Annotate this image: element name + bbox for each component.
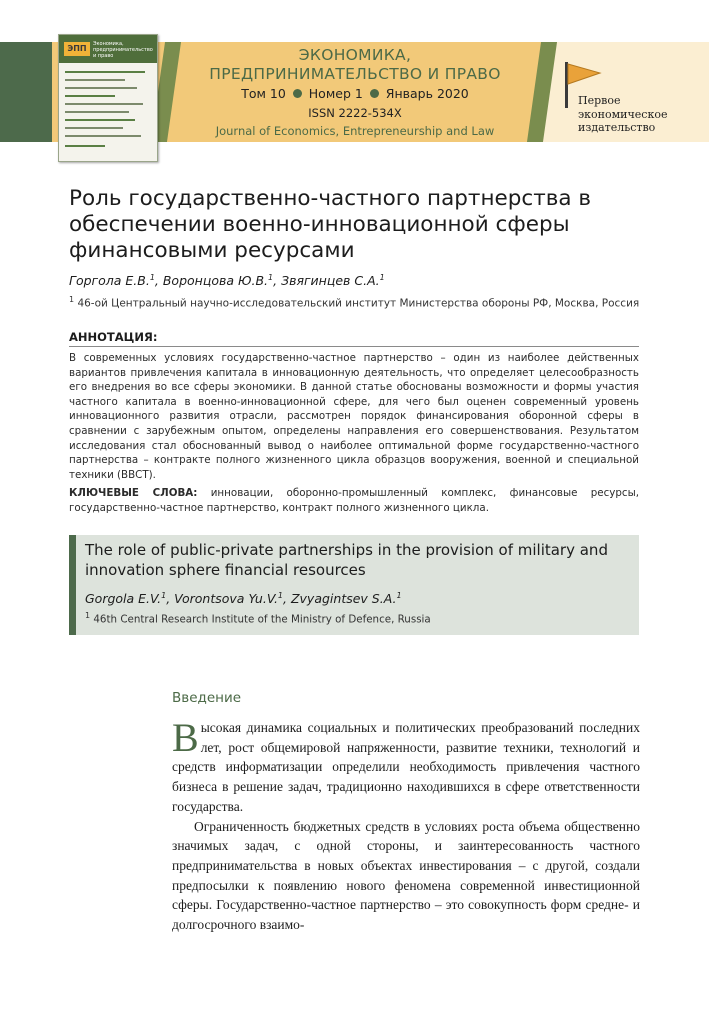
author-name: Горгола Е.В. [69,273,150,289]
author-sup: 1 [268,273,274,282]
separator-dot-icon [370,89,379,98]
affiliation-sup: 1 [85,611,91,620]
author-sup: 1 [277,591,284,600]
cover-text-line [65,119,135,121]
english-title: The role of public-private partnerships in the provision of military and innovation sphere financial resources [85,541,608,579]
affiliation-text: 46-ой Центральный научно-исследовательский институт Министерства обороны РФ, Москва, Россия [77,297,640,310]
annotation-label: АННОТАЦИЯ: [69,330,158,344]
body-text [172,715,640,935]
journal-title-en: Journal of Economics, Entrepreneurship and Law [215,124,495,138]
section-title: Введение [172,690,242,706]
cover-text-line [65,135,141,137]
author-sup: 1 [379,273,385,282]
affiliation-text: 46th Central Research Institute of the Ministry of Defence, Russia [93,613,431,626]
cover-text-line [65,145,105,147]
journal-number: Номер 1 [308,86,363,101]
author-sup: 1 [149,273,155,282]
cover-text-line [65,87,137,89]
journal-cover-thumbnail [58,34,158,162]
paragraph: Ограниченность бюджетных средств в условиях роста объема общественно значимых задач, с одной стороны, и заинтересованность частного предпринимательства в новых объектах инвестирования – с другой, создали предпосылки к появлению нового феномена современной инвестиционной сферы. Государственно-частное партнерство – это совокупность форм средне- и долгосрочного взаимо- [172,818,640,933]
article-authors: Горгола Е.В.$^1$, Воронцова Ю.В.$^1$, Звягинцев С.А.$^1$ [69,273,385,289]
cover-text-line [65,95,115,97]
keywords-text: инновации, оборонно-промышленный комплекс, финансовые ресурсы, государственно-частное партнерство, контракт полного жизненного цикла. [69,487,639,514]
author-name: Воронцова Ю.В. [162,273,269,289]
drop-cap: В [172,715,199,760]
author-name: Звягинцев С.А. [281,273,380,289]
publisher-line1: Первое [578,94,621,107]
author-name: Vorontsova Yu.V. [174,591,278,607]
cover-text-line [65,79,125,81]
header-left-block [0,42,52,142]
author-name: Zvyagintsev S.A. [290,591,397,607]
paragraph-text: ысокая динамика социальных и политических преобразований последних лет, рост общемировой напряженности, развитие техники, технологий и средств информатизации определили необходимость привлечения частного бизнеса в решение задач, традиционно находившихся в сфере ответственности государства. [172,720,640,814]
author-sup: 1 [396,591,402,600]
english-abstract-bar [69,535,76,635]
keywords [69,486,639,515]
journal-issn: ISSN 2222-534X [308,106,402,120]
article-affiliation [69,295,669,310]
cover-text-line [65,103,143,105]
publisher-line3: издательство [578,121,656,134]
keywords-label: КЛЮЧЕВЫЕ СЛОВА: [69,487,198,499]
cover-text-line [65,127,123,129]
publisher-name [578,94,703,135]
author-name: Gorgola E.V. [85,591,162,607]
cover-text-line [65,71,145,73]
english-authors: Gorgola E.V.$^1$, Vorontsova Yu.V.$^1$, Zvyagintsev S.A.$^1$ [85,591,402,607]
journal-issue [170,86,540,101]
journal-title [170,46,540,84]
journal-volume: Том 10 [241,86,286,101]
author-sup: 1 [161,591,167,600]
english-affiliation [85,611,635,625]
cover-logo: ЭПП [64,42,90,56]
separator-dot-icon [293,89,302,98]
annotation-divider [69,346,639,347]
cover-title: Экономика, предпринимательство и право [93,41,153,59]
paragraph [172,715,640,817]
annotation-text: В современных условиях государственно-частное партнерство – один из наиболее действенных вариантов привлечения капитала в инновационную деятельность, что определяет целесообразность его внедрения во все сферы экономики. В данной статье обоснованы возможности и формы участия частного капитала в военно-инновационной сфере, для чего был оценен современный уровень инновационного развития отрасли, рассмотрен порядок финансирования оборонной сферы в сравнении с зарубежным опытом, определены направления его совершенствования. Результатом исследования стал обоснованный вывод о наиболее оптимальной форме государственно-частного партнерства – контракте полного жизненного цикла образцов вооружения, военной и специальной техники (ВВСТ). [69,352,639,481]
journal-title-line2: ПРЕДПРИНИМАТЕЛЬСТВО И ПРАВО [209,65,501,83]
article-title: Роль государственно-частного партнерства в обеспечении военно-инновационной сферы финансовыми ресурсами [69,186,592,263]
journal-date: Январь 2020 [385,86,469,101]
publisher-line2: экономическое [578,107,668,121]
journal-title-line1: ЭКОНОМИКА, [298,46,412,64]
affiliation-sup: 1 [69,295,75,304]
cover-text-line [65,111,129,113]
